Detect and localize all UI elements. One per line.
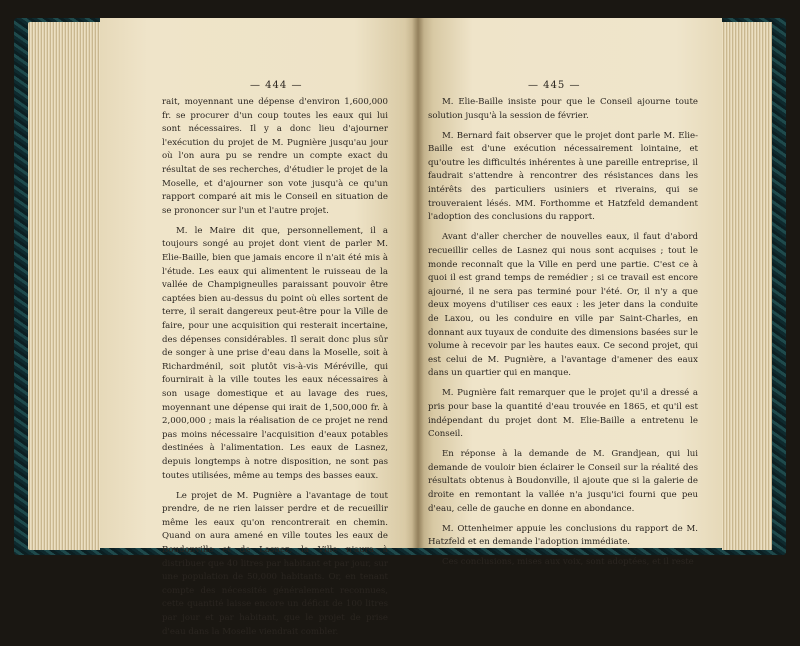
left-page-number: — 444 — <box>250 80 303 91</box>
left-page-text <box>162 96 388 646</box>
paragraph: En réponse à la demande de M. Grandjean, qui lui demande de vouloir bien éclairer le Conseil sur la réalité des résultats obtenus à Boudonville, il ajoute que si la galerie de droite en remontant la vallée n'a jusqu'ici fourni que peu d'eau, celle de gauche en donne en abondance. <box>428 449 698 514</box>
left-page <box>100 18 418 637</box>
paragraph: Avant d'aller chercher de nouvelles eaux, il faut d'abord recueillir celles de Lasnez qui nous sont acquises ; tout le monde reconnaît que la Ville en perd une partie. C'est ce à quoi il est grand temps de remédier ; si ce travail est encore ajourné, il ne sera pas terminé pour l'été. Or, il n'y a que deux moyens d'utiliser ces eaux : les jeter dans la conduite de Laxou, ou les conduire en ville par Saint-Charles, en donnant aux tuyaux de conduite des dimensions basées sur le volume à recevoir par les hautes eaux. Ce second projet, qui est celui de M. Pugnière, a l'avantage d'amener des eaux dans un quartier qui en manque. <box>428 232 698 379</box>
right-page-number: — 445 — <box>528 80 581 91</box>
paragraph: M. Pugnière fait remarquer que le projet qu'il a dressé a pris pour base la quantité d'eau trouvée en 1865, et qu'il est indépendant du projet dont M. Elie-Baille a entretenu le Conseil. <box>428 388 698 440</box>
paragraph: M. le Maire dit que, personnellement, il a toujours songé au projet dont vient de parler M. Elie-Baille, bien que jamais encore il n'ait été mis à l'étude. Les eaux qui alimentent le ruisseau de la vallée de Champigneulles paraissant pouvoir être captées bien au-dessus du point où elles sortent de terre, il serait dangereux peut-être pour la Ville de faire, pour une acquisition qui resterait incertaine, des dépenses considérables. Il serait donc plus sûr de songer à une prise d'eau dans la Moselle, soit à Richardménil, soit plutôt vis-à-vis Méréville, qui fournirait à la ville toutes les eaux nécessaires à son usage domestique et au lavage des rues, moyennant une dépense qui irait de 1,500,000 fr. à 2,000,000 ; mais la réalisation de ce projet ne rend pas moins nécessaire l'acquisition d'eaux potables destinées à l'alimentation. Les eaux de Lasnez, depuis longtemps à notre disposition, ne sont pas toutes utilisées, même au temps des basses eaux. <box>162 225 388 481</box>
paragraph: rait, moyennant une dépense d'environ 1,600,000 fr. se procurer d'un coup toutes les eaux qui lui sont nécessaires. Il y a donc lieu d'ajourner l'exécution du projet de M. Pugnière jusqu'au jour où l'on aura pu se rendre un compte exact du résultat de ses recherches, d'étudier le projet de la Moselle, et d'ajourner son vote jusqu'à ce qu'un rapport comparé ait mis le Conseil en situation de se prononcer sur l'un et l'autre projet. <box>162 97 388 216</box>
paragraph: Le projet de M. Pugnière a l'avantage de tout prendre, de ne rien laisser perdre et de recueillir même les eaux qu'on rencontrerait en chemin. Quand on aura amené en ville toutes les eaux de Boudonville et de Lasnez, la Ville n'aura à distribuer que 40 litres par habitant et par jour, sur une population de 50,000 habitants. Or, en tenant compte des nécessités généralement reconnues, cette quantité laisse encore un déficit de 100 litres par jour et par habitant, que le projet de prise d'eau dans la Moselle viendrait combler. <box>162 490 388 637</box>
paragraph: M. Bernard fait observer que le projet dont parle M. Elie-Baille est d'une exécution nécessairement lointaine, et qu'outre les difficultés inhérentes à une pareille entreprise, il faudrait s'attendre à rencontrer des résistances dans les intérêts des particuliers usiniers et riverains, qui se trouveraient lésés. MM. Forthomme et Hatzfeld demandent l'adoption des conclusions du rapport. <box>428 130 698 223</box>
left-page-edges <box>28 22 100 550</box>
paragraph: M. Elie-Baille insiste pour que le Conseil ajourne toute solution jusqu'à la session de février. <box>428 97 698 121</box>
right-page-edges <box>722 22 772 550</box>
book-gutter <box>412 18 424 548</box>
paragraph: M. Ottenheimer appuie les conclusions du rapport de M. Hatzfeld et en demande l'adoption immédiate. <box>428 523 698 548</box>
paragraph: Ces conclusions, mises aux voix, sont adoptées, et il reste <box>442 557 694 568</box>
right-page <box>418 18 722 568</box>
right-page-text <box>428 96 698 577</box>
